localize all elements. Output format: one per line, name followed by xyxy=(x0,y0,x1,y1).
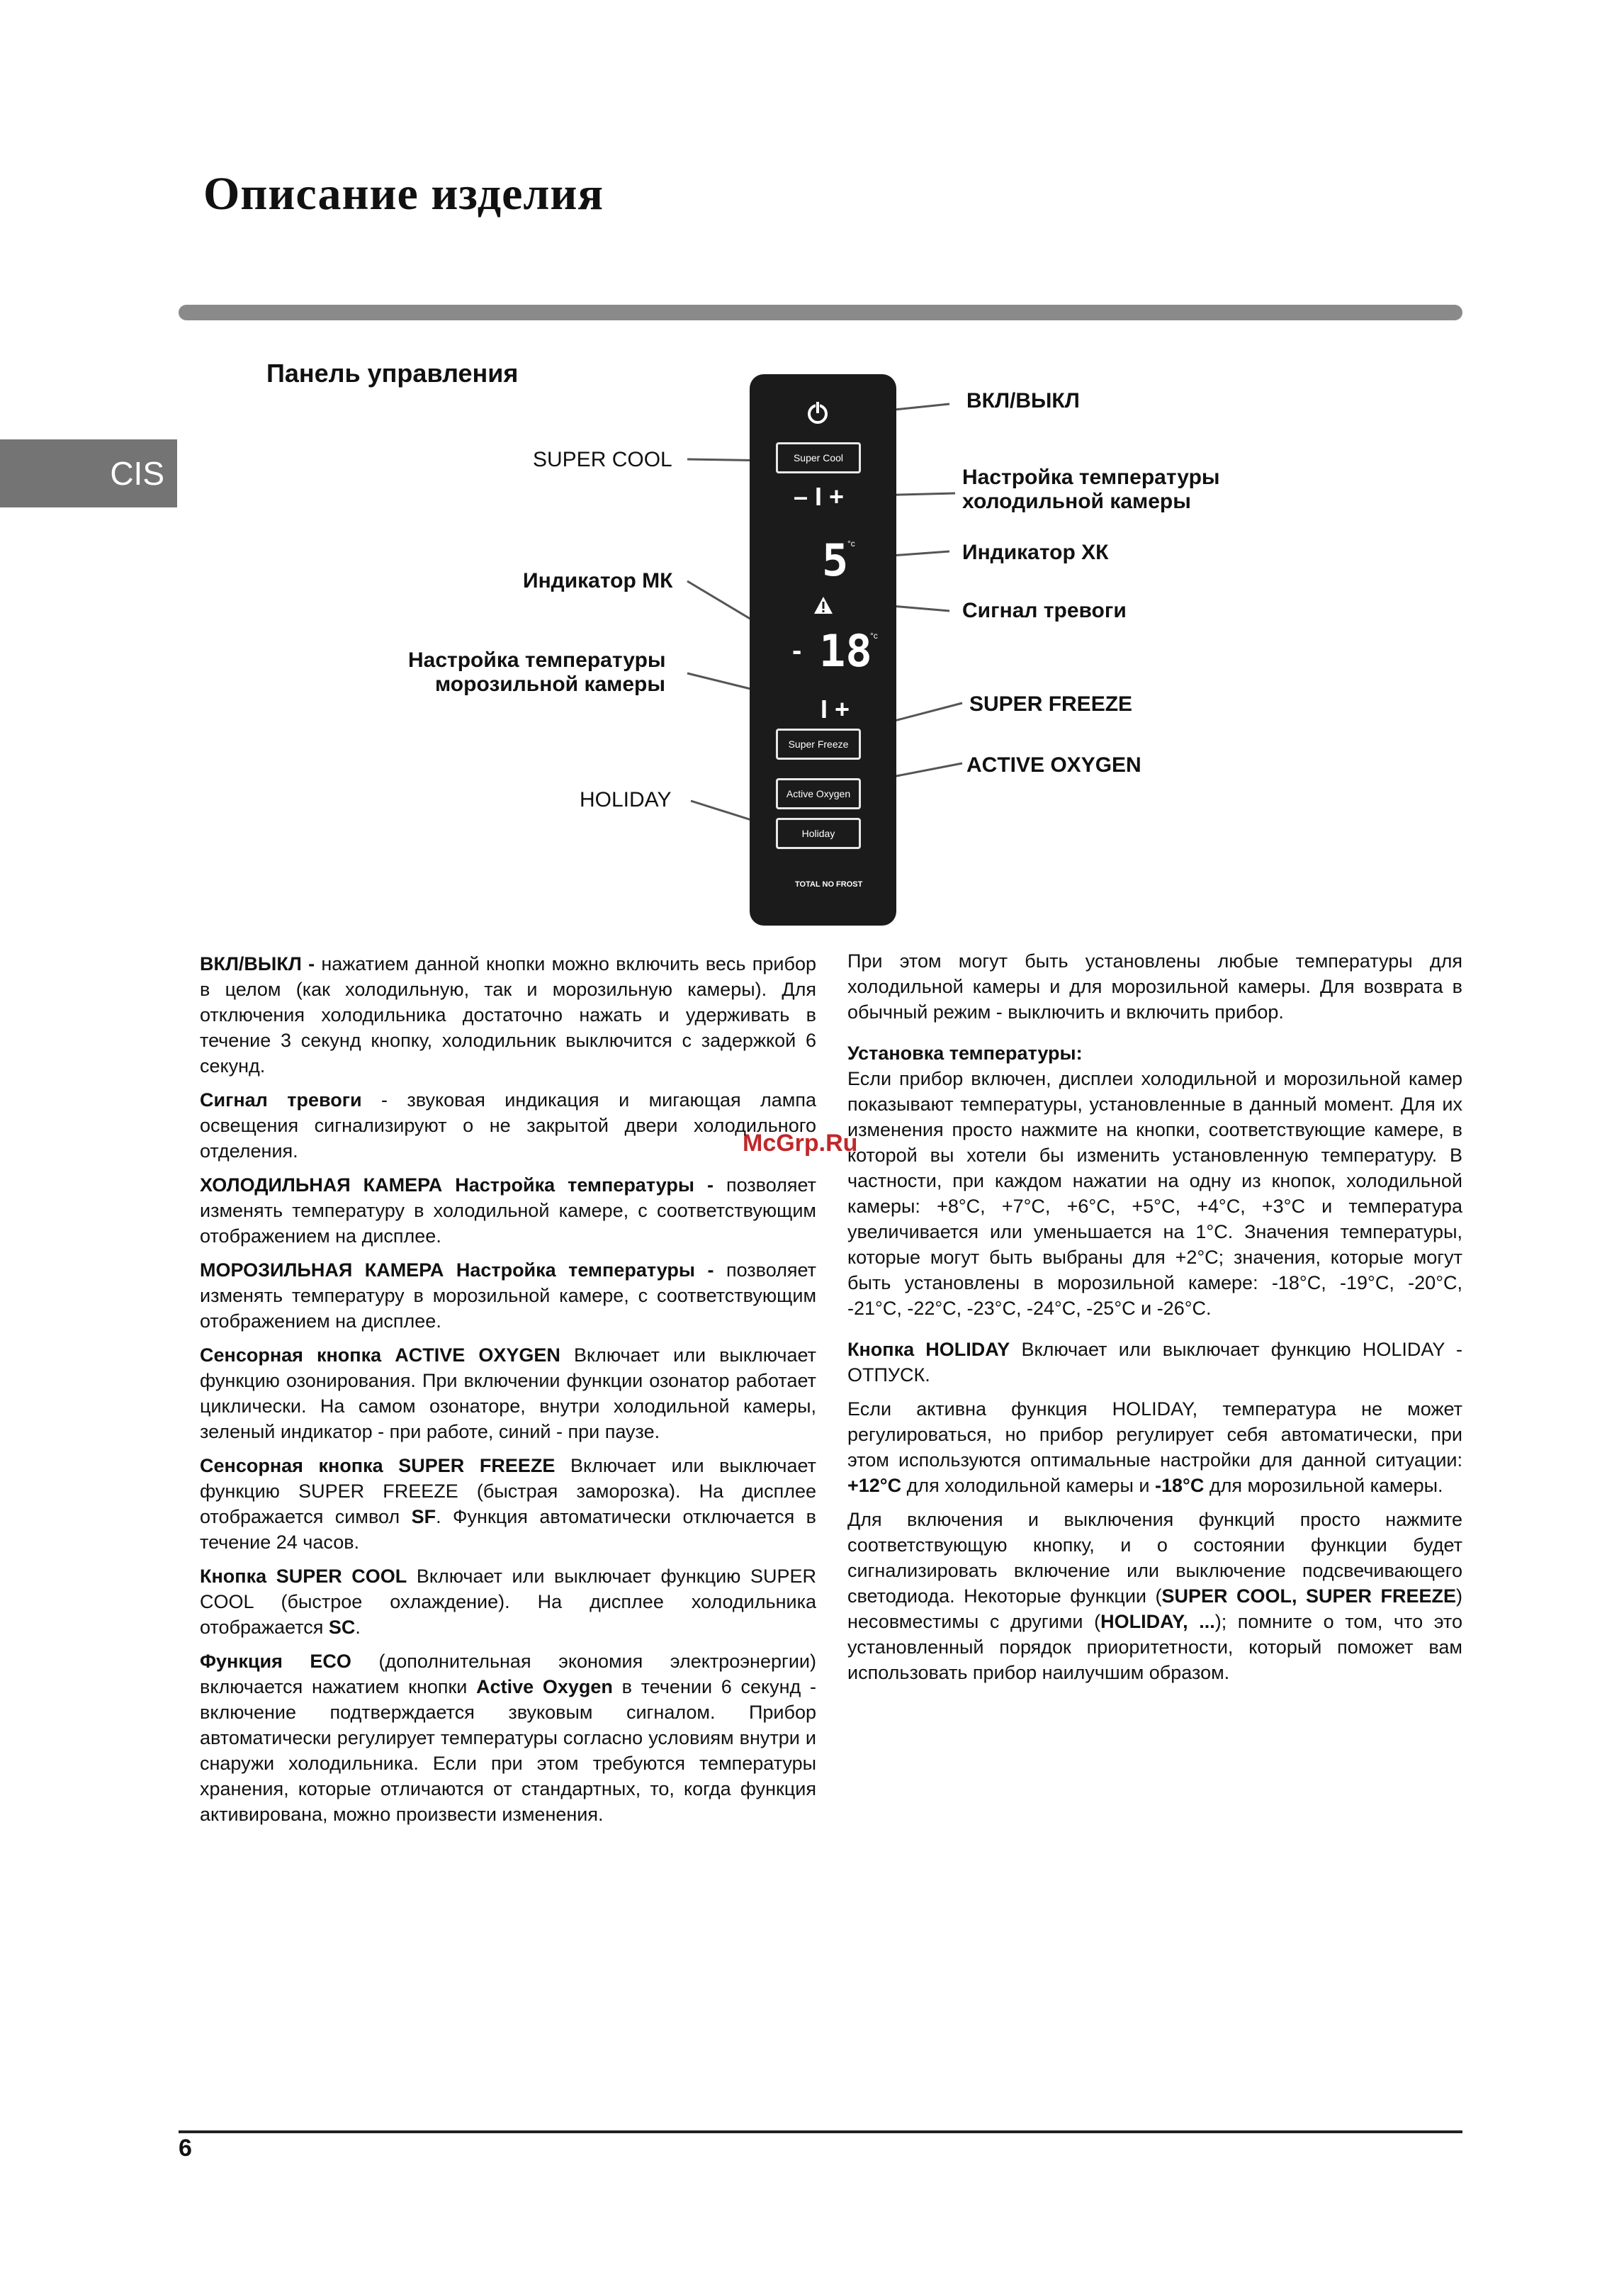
label-freezer-indicator: Индикатор МК xyxy=(523,569,673,592)
freezer-temp-control[interactable]: I + xyxy=(821,695,850,724)
paragraph-eco xyxy=(200,1648,816,1827)
watermark: McGrp.Ru xyxy=(743,1130,858,1157)
text-fridge: позволяет изменять температуру в холодильной камере, с соответствующим отображением на дисплее. xyxy=(200,1174,816,1247)
label-freezer-temp-1: Настройка температуры xyxy=(408,648,666,672)
term-alarm: Сигнал тревоги xyxy=(200,1089,362,1111)
label-fridge-temp-1: Настройка температуры xyxy=(962,466,1220,489)
fridge-display: 5 xyxy=(822,534,849,586)
term-active-oxygen: Сенсорная кнопка ACTIVE OXYGEN xyxy=(200,1344,560,1366)
paragraph-functions xyxy=(847,1507,1462,1685)
paragraph-eco-continued xyxy=(847,948,1462,1025)
super-freeze-button[interactable]: Super Freeze xyxy=(776,729,861,760)
text-holiday-b: для холодильной камеры и xyxy=(901,1475,1156,1496)
label-holiday: HOLIDAY xyxy=(580,788,672,811)
active-oxygen-button[interactable]: Active Oxygen xyxy=(776,778,861,809)
text-on-off: нажатием данной кнопки можно включить весь прибор в целом (как холодильную, так и морозильную камеры). Для отключения холодильника достаточно нажать и удерживать в течение 3 секунд кнопку, холодильник выключится с задержкой 6 секунд. xyxy=(200,953,816,1077)
super-cool-button[interactable]: Super Cool xyxy=(776,442,861,473)
value-fridge-holiday: +12°C xyxy=(847,1475,902,1496)
text-temperature-setting: Если прибор включен, дисплеи холодильной и морозильной камер показывают температуры, установленные в данный момент. Для их изменения просто нажмите на кнопки, соответствующие камере, в которой вы хотели бы изменить установленную температуру. В частности, при каждом нажатии на одну из кнопок, холодильной камеры: +8°C, +7°C, +6°C, +5°C, +4°C, +3°C и температура увеличивается или уменьшается на 1°C. Значения температуры, которые могут быть выбраны для +2°C; значения, которые могут быть установлены в морозильной камере: -18°C, -19°C, -20°C, -21°C, -22°C, -23°C, -24°C, -25°C и -26°C. xyxy=(847,1068,1462,1319)
text-super-cool-b: . xyxy=(355,1617,361,1638)
text-holiday-a: Если активна функция HOLIDAY, температура не может регулироваться, но прибор регулирует себя автоматически, при этом используются оптимальные настройки для данной ситуации: xyxy=(847,1398,1462,1471)
term-fridge: ХОЛОДИЛЬНАЯ КАМЕРА Настройка температуры - xyxy=(200,1174,714,1196)
language-tab-label: CIS xyxy=(110,455,164,492)
paragraph-on-off xyxy=(200,951,816,1079)
text-super-cool-a: Включает или выключает функцию SUPER COOL (быстрое охлаждение). На дисплее холодильника отображается xyxy=(200,1566,816,1638)
text-eco-continued: При этом могут быть установлены любые температуры для холодильной камеры и для морозильной камеры. Для возврата в обычный режим - выключить и включить прибор. xyxy=(847,950,1462,1023)
fridge-temp-control[interactable]: – I + xyxy=(794,482,845,511)
term-holiday: Кнопка HOLIDAY xyxy=(847,1339,1010,1360)
text-eco-b: в течении 6 секунд - включение подтверждается звуковым сигналом. Прибор автоматически регулирует температуры согласно условиям внутри и снаружи холодильника. Если при этом требуются температуры хранения, которые отличаются от стандартных, то, когда функция активирована, можно произвести изменения. xyxy=(200,1676,816,1825)
footer-divider xyxy=(179,2130,1462,2133)
term-super-freeze: Сенсорная кнопка SUPER FREEZE xyxy=(200,1455,556,1476)
label-super-freeze: SUPER FREEZE xyxy=(969,692,1133,716)
paragraph-holiday-active xyxy=(847,1396,1462,1498)
text-functions-b: ) несовместимы с другими ( xyxy=(847,1585,1462,1632)
text-holiday-c: для морозильной камеры. xyxy=(1204,1475,1443,1496)
term-on-off: ВКЛ/ВЫКЛ - xyxy=(200,953,315,974)
label-freezer-temp-2: морозильной камеры xyxy=(435,673,665,696)
text-alarm: - звуковая индикация и мигающая лампа освещения сигнализируют о не закрытой двери холодильного отделения. xyxy=(200,1089,816,1162)
label-fridge-temp-2: холодильной камеры xyxy=(962,490,1191,513)
label-super-cool: SUPER COOL xyxy=(533,448,672,471)
freezer-display: 18 xyxy=(819,625,872,677)
alarm-icon xyxy=(813,595,834,619)
paragraph-freezer xyxy=(200,1257,816,1334)
paragraph-holiday-button xyxy=(847,1337,1462,1388)
text-freezer: позволяет изменять температуру в морозильной камере, с соответствующим отображением на дисплее. xyxy=(200,1259,816,1332)
label-on-off: ВКЛ/ВЫКЛ xyxy=(966,389,1080,412)
paragraph-alarm xyxy=(200,1087,816,1164)
paragraph-super-cool xyxy=(200,1563,816,1640)
text-super-freeze-b: . Функция автоматически отключается в течение 24 часов. xyxy=(200,1506,816,1553)
paragraph-active-oxygen xyxy=(200,1342,816,1444)
term-freezer: МОРОЗИЛЬНАЯ КАМЕРА Настройка температуры - xyxy=(200,1259,714,1281)
paragraph-super-freeze xyxy=(200,1453,816,1555)
brand-label: TOTAL NO FROST xyxy=(795,880,863,889)
power-icon[interactable] xyxy=(805,400,830,429)
text-functions-c: ); помните о том, что это установленный порядок приоритетности, который поможет вам использовать прибор наилучшим образом. xyxy=(847,1611,1462,1683)
text-super-freeze-a: Включает или выключает функцию SUPER FREEZE (быстрая заморозка). На дисплее отображается символ xyxy=(200,1455,816,1527)
page-number: 6 xyxy=(179,2135,192,2162)
fridge-degree-mark: °c xyxy=(847,539,855,549)
holiday-button[interactable]: Holiday xyxy=(776,818,861,849)
symbol-sc: SC xyxy=(328,1617,356,1638)
value-freezer-holiday: -18°C xyxy=(1155,1475,1205,1496)
label-alarm: Сигнал тревоги xyxy=(962,599,1127,622)
text-holiday-button: Включает или выключает функцию HOLIDAY - ОТПУСК. xyxy=(847,1339,1463,1386)
section-heading: Панель управления xyxy=(266,359,519,388)
freezer-degree-mark: °c xyxy=(870,631,878,641)
label-active-oxygen: ACTIVE OXYGEN xyxy=(966,753,1141,777)
text-functions-a: Для включения и выключения функций просто нажмите соответствующую кнопку, и о состоянии функции будет сигнализировать включение или выключение подсвечивающего светодиода. Некоторые функции ( xyxy=(847,1509,1462,1607)
text-active-oxygen: Включает или выключает функцию озонирования. При включении функции озонатор работает циклически. На самом озонаторе, внутри холодильной камеры, зеленый индикатор - при работе, синий - при паузе. xyxy=(200,1344,816,1442)
text-eco-a: (дополнительная экономия электроэнергии) включается нажатием кнопки xyxy=(200,1651,816,1697)
term-eco: Функция ECO xyxy=(200,1651,351,1672)
term-super-cool: Кнопка SUPER COOL xyxy=(200,1566,407,1587)
term-super-functions: SUPER COOL, SUPER FREEZE xyxy=(1161,1585,1456,1607)
symbol-sf: SF xyxy=(411,1506,436,1527)
right-column xyxy=(847,948,1462,1694)
heading-temperature-setting: Установка температуры: xyxy=(847,1043,1083,1064)
paragraph-temperature-setting xyxy=(847,1040,1462,1321)
label-fridge-indicator: Индикатор ХК xyxy=(962,541,1109,564)
control-panel xyxy=(750,374,896,926)
freezer-minus: - xyxy=(792,635,802,666)
paragraph-fridge xyxy=(200,1172,816,1249)
term-active-oxygen-button: Active Oxygen xyxy=(476,1676,613,1697)
term-holiday-functions: HOLIDAY, ... xyxy=(1100,1611,1215,1632)
page-title: Описание изделия xyxy=(203,168,604,220)
left-column xyxy=(200,951,816,1836)
